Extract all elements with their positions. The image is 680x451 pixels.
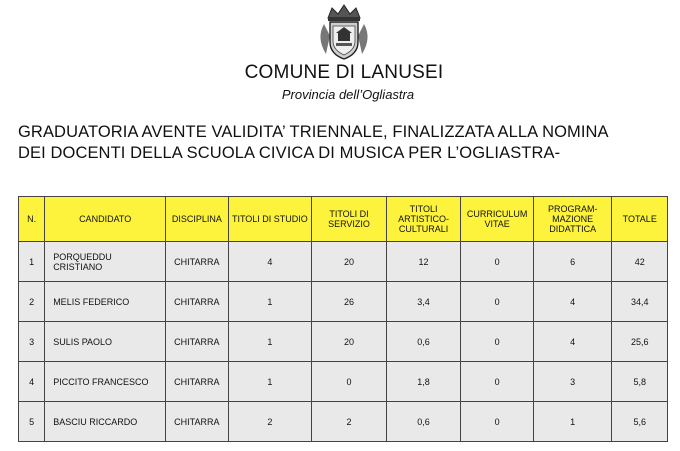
cell-programming: 1 [533,402,612,442]
cell-candidate: PICCITO FRANCESCO [45,362,166,402]
cell-service-titles: 20 [312,242,387,282]
cell-candidate: PORQUEDDU CRISTIANO [45,242,166,282]
cell-study-titles: 4 [228,242,312,282]
cell-discipline: CHITARRA [166,402,228,442]
col-header-curriculum: CURRICULUM VITAE [461,197,534,242]
col-header-artistic-titles: TITOLI ARTISTICO-CULTURALI [386,197,461,242]
cell-candidate: BASCIU RICCARDO [45,402,166,442]
cell-candidate: SULIS PAOLO [45,322,166,362]
cell-number: 4 [19,362,45,402]
cell-curriculum: 0 [461,402,534,442]
cell-number: 1 [19,242,45,282]
table-row [19,242,668,282]
col-header-candidate: CANDIDATO [45,197,166,242]
municipal-crest-icon [314,2,374,62]
table-row [19,282,668,322]
cell-artistic-titles: 0,6 [386,402,461,442]
cell-curriculum: 0 [461,282,534,322]
cell-total: 34,4 [612,282,668,322]
col-header-service-titles: TITOLI DI SERVIZIO [312,197,387,242]
cell-number: 3 [19,322,45,362]
cell-total: 42 [612,242,668,282]
cell-study-titles: 2 [228,402,312,442]
col-header-discipline: DISCIPLINA [166,197,228,242]
cell-curriculum: 0 [461,242,534,282]
col-header-study-titles: TITOLI DI STUDIO [228,197,312,242]
ranking-table [18,196,668,442]
cell-programming: 3 [533,362,612,402]
cell-study-titles: 1 [228,322,312,362]
cell-total: 5,8 [612,362,668,402]
cell-number: 2 [19,282,45,322]
cell-total: 25,6 [612,322,668,362]
table-row [19,362,668,402]
cell-study-titles: 1 [228,282,312,322]
cell-artistic-titles: 1,8 [386,362,461,402]
cell-programming: 4 [533,282,612,322]
table-row [19,402,668,442]
table-row [19,322,668,362]
col-header-number: N. [19,197,45,242]
cell-programming: 4 [533,322,612,362]
col-header-total: TOTALE [612,197,668,242]
cell-service-titles: 0 [312,362,387,402]
cell-discipline: CHITARRA [166,242,228,282]
document-title-line-2: DEI DOCENTI DELLA SCUOLA CIVICA DI MUSICA PER L’OGLIASTRA- [18,144,561,162]
cell-artistic-titles: 12 [386,242,461,282]
cell-discipline: CHITARRA [166,322,228,362]
cell-discipline: CHITARRA [166,362,228,402]
cell-curriculum: 0 [461,362,534,402]
cell-service-titles: 20 [312,322,387,362]
organization-name: COMUNE DI LANUSEI [244,62,444,83]
cell-total: 5,6 [612,402,668,442]
document-title-line-1: GRADUATORIA AVENTE VALIDITA’ TRIENNALE, FINALIZZATA ALLA NOMINA [18,123,609,141]
cell-curriculum: 0 [461,322,534,362]
cell-service-titles: 26 [312,282,387,322]
cell-service-titles: 2 [312,402,387,442]
cell-number: 5 [19,402,45,442]
cell-discipline: CHITARRA [166,282,228,322]
table-header-row [19,197,668,242]
cell-study-titles: 1 [228,362,312,402]
cell-artistic-titles: 3,4 [386,282,461,322]
col-header-programming: PROGRAM-MAZIONE DIDATTICA [533,197,612,242]
organization-province: Provincia dell’Ogliastra [281,87,415,102]
document-title [18,122,678,164]
cell-programming: 6 [533,242,612,282]
cell-candidate: MELIS FEDERICO [45,282,166,322]
cell-artistic-titles: 0,6 [386,322,461,362]
